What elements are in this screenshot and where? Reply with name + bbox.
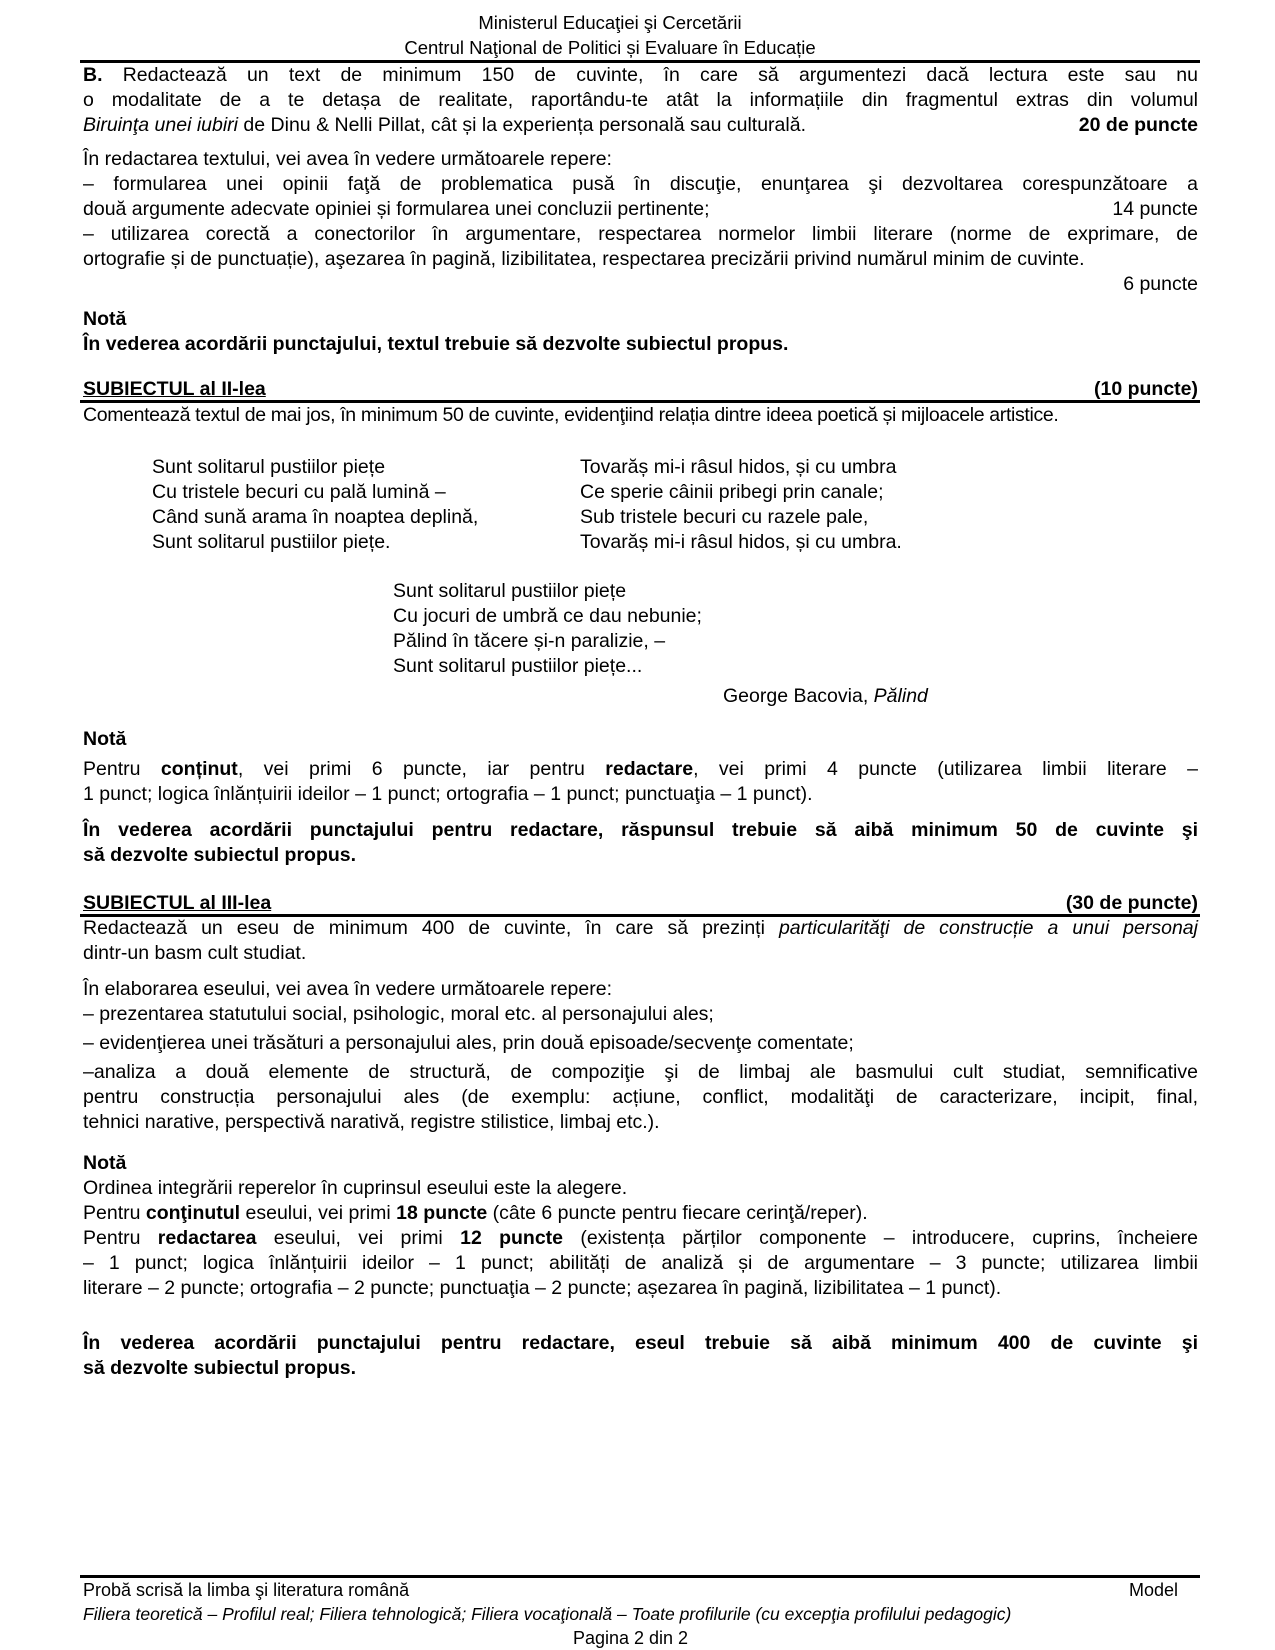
subject2-prompt: Comentează textul de mai jos, în minimum 50 de cuvinte, evidenţiind relația dintre ideea poetică și mijloacele artistice. [83, 404, 1059, 426]
footer-exam: Probă scrisă la limba şi literatura română [83, 1580, 410, 1600]
center-name: Centrul Naţional de Politici și Evaluare în Educație [404, 37, 816, 58]
subject2-points: (10 puncte) [1093, 378, 1198, 400]
poem-line: Sunt solitarul pustiilor piețe [152, 456, 386, 478]
poem-line: Cu tristele becuri cu pală lumină – [152, 481, 446, 503]
subject3-note-line2: Pentru conţinutul eseului, vei primi 18 puncte (câte 6 puncte pentru fiecare cerinţă/reper). [83, 1202, 868, 1224]
subject2-title: SUBIECTUL al II-lea [83, 378, 266, 400]
subject3-points: (30 de puncte) [1065, 892, 1198, 914]
subject3-note-line4: – 1 punct; logica înlănțuirii ideilor – 1 punct; abilități de analiză și de argumentare – 3 puncte; utilizarea limbii [83, 1252, 1198, 1274]
part-b-note-title: Notă [83, 308, 127, 330]
criterion1-points: 14 puncte [1112, 198, 1198, 220]
poem-author: George Bacovia, [723, 685, 874, 707]
part-b-note-text: În vederea acordării punctajului, textul trebuie să dezvolte subiectul propus. [83, 333, 789, 355]
subject3-heading [83, 891, 1198, 916]
footer-line1 [83, 1578, 1178, 1602]
footer-filiera: Filiera teoretică – Profilul real; Filiera tehnologică; Filiera vocaţională – Toate profilurile (cu excepţia profilului pedagogic) [83, 1604, 1012, 1624]
subject3-note-line1: Ordinea integrării reperelor în cuprinsul eseului este la alegere. [83, 1177, 628, 1199]
poem-line: Sub tristele becuri cu razele pale, [580, 506, 869, 528]
part-b-criterion2-line2: ortografie și de punctuație), aşezarea în pagină, lizibilitatea, respectarea precizării privind numărul minim de cuvinte. [83, 248, 1085, 270]
footer-page-number: Pagina 2 din 2 [572, 1628, 689, 1648]
book-title: Biruinţa unei iubiri [83, 114, 239, 136]
subject3-final-line2: să dezvolte subiectul propus. [83, 1357, 357, 1379]
part-b-points: 20 de puncte [1078, 114, 1198, 136]
subject2-note-line1: Pentru conținut, vei primi 6 puncte, iar pentru redactare, vei primi 4 puncte (utilizarea limbii literare – [83, 758, 1198, 780]
part-b-criterion2-line1: – utilizarea corectă a conectorilor în argumentare, respectarea normelor limbii literare (norme de exprimare, de [83, 223, 1198, 245]
part-b-criterion1-line1: – formularea unei opinii faţă de problematica pusă în discuţie, enunţarea şi dezvoltarea corespunzătoare a [83, 173, 1198, 195]
poem-line: Ce sperie câinii pribegi prin canale; [580, 481, 884, 503]
subject2-note2-line1: În vederea acordării punctajului pentru redactare, răspunsul trebuie să aibă minimum 50 de cuvinte şi [83, 819, 1198, 841]
subject2-note-title: Notă [83, 728, 127, 750]
part-b-prompt-line1: B. Redactează un text de minimum 150 de cuvinte, în care să argumentezi dacă lectura este sau nu [83, 64, 1198, 86]
subject3-note-title: Notă [83, 1152, 127, 1174]
subject3-prompt-line2: dintr-un basm cult studiat. [83, 942, 307, 964]
subject3-title: SUBIECTUL al III-lea [83, 892, 272, 914]
part-b-label: B. [83, 64, 103, 86]
subject3-final-line1: În vederea acordării punctajului pentru redactare, eseul trebuie să aibă minimum 400 de cuvinte şi [83, 1332, 1198, 1354]
subject2-note2-line2: să dezvolte subiectul propus. [83, 844, 357, 866]
poem-line: Tovarăș mi-i râsul hidos, și cu umbra [580, 456, 897, 478]
poem-line: Pălind în tăcere și-n paralizie, – [393, 630, 666, 652]
poem-line: Tovarăș mi-i râsul hidos, și cu umbra. [580, 531, 902, 553]
subject3-note-line5: literare – 2 puncte; ortografia – 2 puncte; punctuaţia – 2 puncte; așezarea în pagină, lizibilitatea – 1 punct). [83, 1277, 1002, 1299]
ministry-name: Ministerul Educaţiei şi Cercetării [478, 12, 742, 33]
subject3-criterion2: – evidenţierea unei trăsături a personajului ales, prin două episoade/secvenţe comentate; [83, 1032, 854, 1054]
poem-line: Când sună arama în noaptea deplină, [152, 506, 479, 528]
subject2-heading [83, 377, 1198, 402]
part-b-prompt-line3: Biruinţa unei iubiri de Dinu & Nelli Pillat, cât și la experiența personală sau culturală. 20 de puncte [83, 114, 1198, 136]
part-b-criterion1-line2: două argumente adecvate opiniei și formularea unei concluzii pertinente; 14 puncte [83, 198, 1198, 220]
subject3-criterion3-line3: tehnici narative, perspectivă narativă, registre stilistice, limbaj etc.). [83, 1111, 660, 1133]
subject3-criterion3-line1: –analiza a două elemente de structură, de compoziţie şi de limbaj ale basmului cult studiat, semnificative [83, 1061, 1198, 1083]
poem-line: Sunt solitarul pustiilor piețe [393, 580, 627, 602]
part-b-prompt-line2: o modalitate de a te detașa de realitate, raportându-te atât la informațiile din fragmentul extras din volumul [83, 89, 1198, 111]
poem-line: Cu jocuri de umbră ce dau nebunie; [393, 605, 702, 627]
poem-line: Sunt solitarul pustiilor piețe. [152, 531, 391, 553]
footer-model: Model [1128, 1580, 1178, 1600]
criterion2-points: 6 puncte [1123, 273, 1198, 295]
part-b-criteria-intro: În redactarea textului, vei avea în vedere următoarele repere: [83, 148, 612, 170]
subject3-prompt-line1: Redactează un eseu de minimum 400 de cuvinte, în care să prezinți particularităţi de construcție a unui personaj [83, 917, 1198, 939]
poem-title: Pălind [873, 685, 928, 707]
poem-line: Sunt solitarul pustiilor piețe... [393, 655, 643, 677]
poem-attribution [723, 684, 928, 709]
subject2-note-line2: 1 punct; logica înlănțuirii ideilor – 1 punct; ortografia – 1 punct; punctuaţia – 1 punct). [83, 783, 813, 805]
subject3-criteria-intro: În elaborarea eseului, vei avea în vedere următoarele repere: [83, 978, 612, 1000]
subject3-criterion1: – prezentarea statutului social, psihologic, moral etc. al personajului ales; [83, 1003, 714, 1025]
subject3-note-line3: Pentru redactarea eseului, vei primi 12 puncte (existența părților componente – introducere, cuprins, încheiere [83, 1227, 1199, 1249]
page-header [0, 10, 1220, 60]
prompt-emphasis: particularităţi de construcție a unui personaj [778, 917, 1198, 939]
subject3-criterion3-line2: pentru construcția personajului ales (de exemplu: acțiune, conflict, modalităţi de caracterizare, incipit, final, [83, 1086, 1198, 1108]
